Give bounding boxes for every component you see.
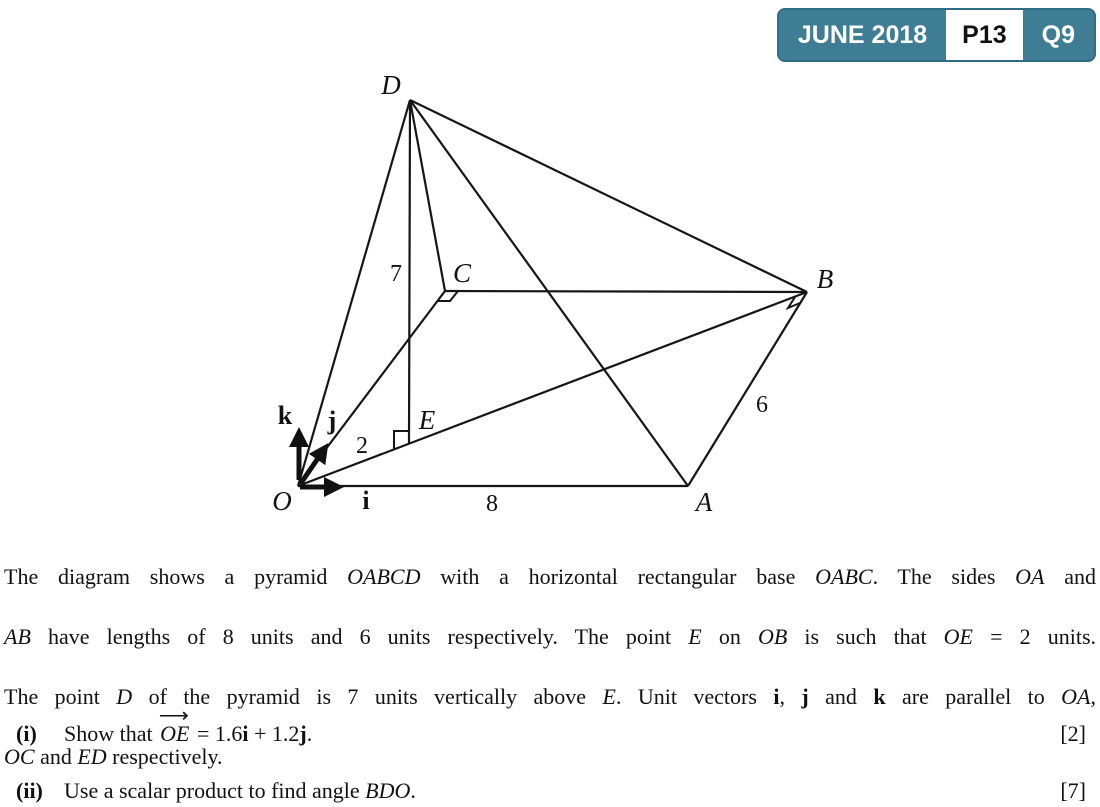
label-length-7: 7 <box>390 261 402 287</box>
exam-badge <box>777 8 1096 62</box>
part-text: Show that ⟶ OE = 1.6i + 1.2j. <box>64 703 313 746</box>
part-number: (ii) <box>16 778 43 803</box>
label-length-6: 6 <box>756 392 768 418</box>
label-unit-vector-i: i <box>362 486 370 515</box>
badge-question: Q9 <box>1041 20 1075 49</box>
label-vertex-B: B <box>816 264 834 294</box>
part-number: (i) <box>16 721 37 746</box>
pyramid-edges <box>298 100 807 486</box>
label-length-2: 2 <box>356 433 368 459</box>
badge-paper: P13 <box>946 10 1022 60</box>
label-point-E: E <box>418 405 436 435</box>
label-vertex-O: O <box>272 486 292 516</box>
marks-badge: [7] <box>1060 778 1086 803</box>
label-unit-vector-k: k <box>277 401 293 430</box>
marks-badge: [2] <box>1060 721 1086 746</box>
question-part-ii <box>16 776 1086 806</box>
label-vertex-C: C <box>452 258 472 288</box>
label-unit-vector-j: j <box>327 406 337 435</box>
statement-line-2: AB have lengths of 8 units and 6 units respectively. The point E on OB is such that OE = 2 units. <box>4 624 1097 649</box>
badge-session: JUNE 2018 <box>797 20 928 49</box>
statement-line-3: The point D of the pyramid is 7 units vertically above E. Unit vectors i, j and k are parallel to OA, <box>4 684 1096 709</box>
label-vertex-A: A <box>695 487 713 517</box>
label-length-8: 8 <box>486 491 498 517</box>
vector-arrow-icon: ⟶ <box>158 703 189 728</box>
part-text: Use a scalar product to find angle BDO. <box>64 778 416 803</box>
statement-line-1: The diagram shows a pyramid OABCD with a horizontal rectangular base OABC. The sides OA and <box>4 564 1097 589</box>
question-part-i <box>16 703 1086 749</box>
statement-line-4: OC and ED respectively. <box>4 744 223 769</box>
label-vertex-D: D <box>381 70 401 100</box>
diagram-labels <box>272 70 833 517</box>
